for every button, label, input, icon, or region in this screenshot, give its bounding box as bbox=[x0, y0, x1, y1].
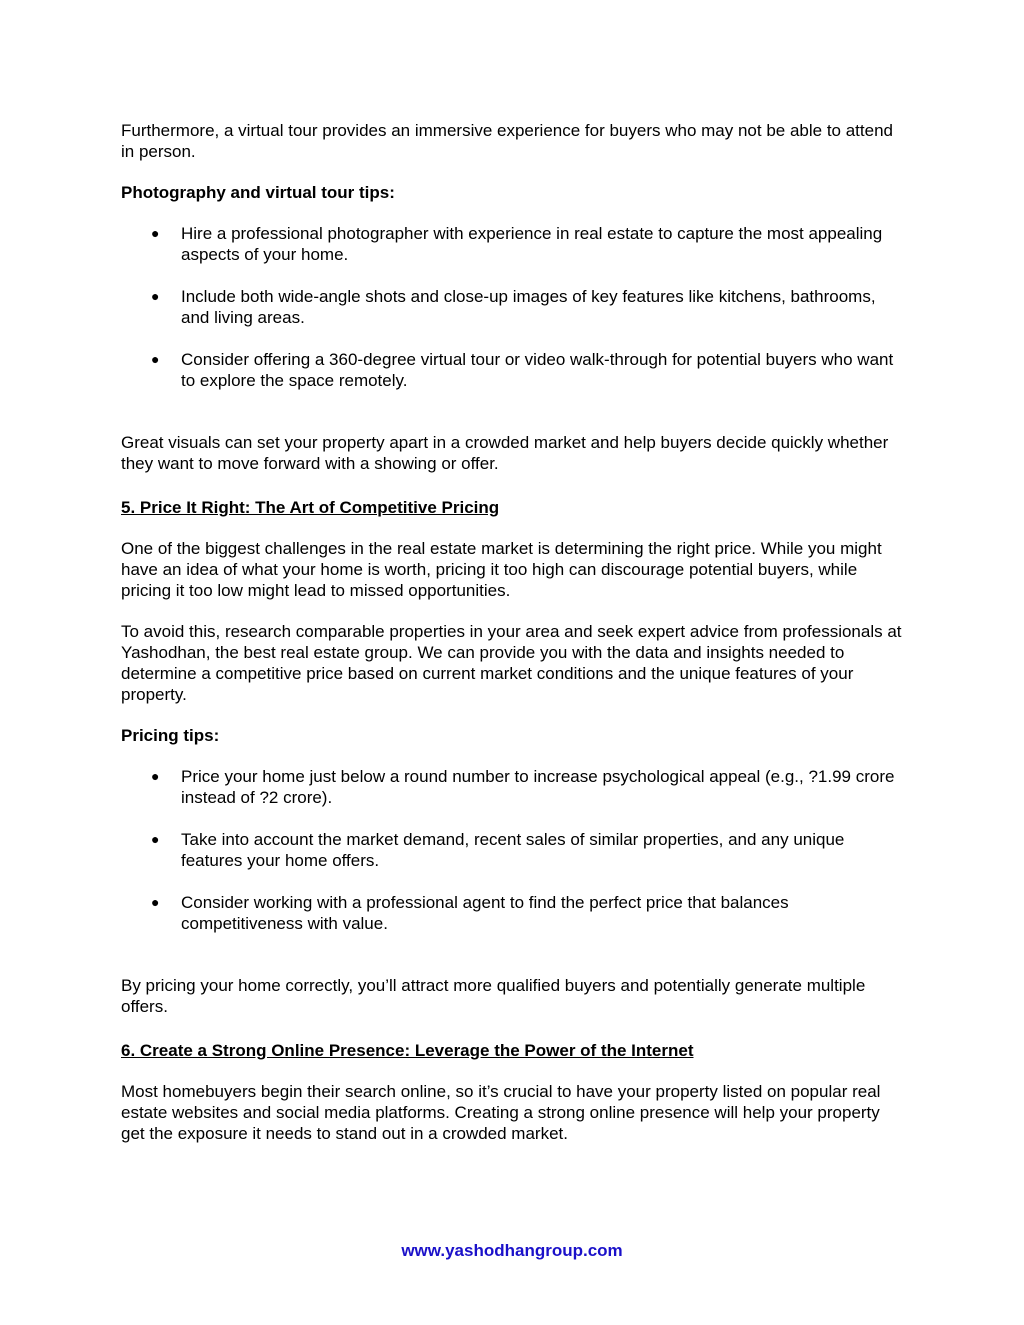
bullet-icon: ● bbox=[151, 831, 160, 847]
list-item-text: Consider working with a professional agent to find the perfect price that balances competitiveness with value. bbox=[181, 893, 789, 933]
pricing-tips-heading: Pricing tips: bbox=[121, 726, 220, 745]
pricing-paragraph-1: One of the biggest challenges in the real estate market is determining the right price. While you might have an idea of what your home is worth, pricing it too high can discourage potential buyers, while pricing it too low might lead to missed opportunities. bbox=[121, 539, 882, 600]
online-presence-paragraph: Most homebuyers begin their search online, so it’s crucial to have your property listed on popular real estate websites and social media platforms. Creating a strong online presence will help your property get the exposure it needs to stand out in a crowded market. bbox=[121, 1082, 881, 1143]
pricing-conclusion-paragraph: By pricing your home correctly, you’ll attract more qualified buyers and potentially generate multiple offers. bbox=[121, 976, 866, 1016]
photo-tips-list bbox=[121, 223, 906, 391]
section-5-title: 5. Price It Right: The Art of Competitive Pricing bbox=[121, 498, 500, 517]
list-item bbox=[121, 349, 906, 391]
list-item-text: Include both wide-angle shots and close-up images of key features like kitchens, bathrooms, and living areas. bbox=[181, 287, 876, 327]
footer-website-link[interactable]: www.yashodhangroup.com bbox=[401, 1241, 623, 1260]
bullet-icon: ● bbox=[151, 288, 160, 304]
list-item bbox=[121, 223, 906, 265]
photo-tips-heading: Photography and virtual tour tips: bbox=[121, 183, 395, 202]
pricing-tips-list bbox=[121, 766, 906, 934]
bullet-icon: ● bbox=[151, 225, 160, 241]
list-item-text: Price your home just below a round number to increase psychological appeal (e.g., ?1.99 crore instead of ?2 crore). bbox=[181, 767, 895, 807]
bullet-icon: ● bbox=[151, 768, 160, 784]
list-item-text: Consider offering a 360-degree virtual tour or video walk-through for potential buyers who want to explore the space remotely. bbox=[181, 350, 894, 390]
section-6-title: 6. Create a Strong Online Presence: Leverage the Power of the Internet bbox=[121, 1041, 694, 1060]
pricing-paragraph-2: To avoid this, research comparable properties in your area and seek expert advice from professionals at Yashodhan, the best real estate group. We can provide you with the data and insights needed to determine a competitive price based on current market conditions and the unique features of your property. bbox=[121, 622, 902, 704]
list-item-text: Hire a professional photographer with experience in real estate to capture the most appealing aspects of your home. bbox=[181, 224, 883, 264]
list-item bbox=[121, 892, 906, 934]
bullet-icon: ● bbox=[151, 351, 160, 367]
document-body bbox=[121, 120, 906, 1144]
list-item-text: Take into account the market demand, recent sales of similar properties, and any unique features your home offers. bbox=[181, 830, 845, 870]
list-item bbox=[121, 286, 906, 328]
list-item bbox=[121, 766, 906, 808]
list-item bbox=[121, 829, 906, 871]
visuals-paragraph: Great visuals can set your property apart in a crowded market and help buyers decide quickly whether they want to move forward with a showing or offer. bbox=[121, 433, 889, 473]
intro-paragraph: Furthermore, a virtual tour provides an immersive experience for buyers who may not be able to attend in person. bbox=[121, 121, 893, 161]
bullet-icon: ● bbox=[151, 894, 160, 910]
